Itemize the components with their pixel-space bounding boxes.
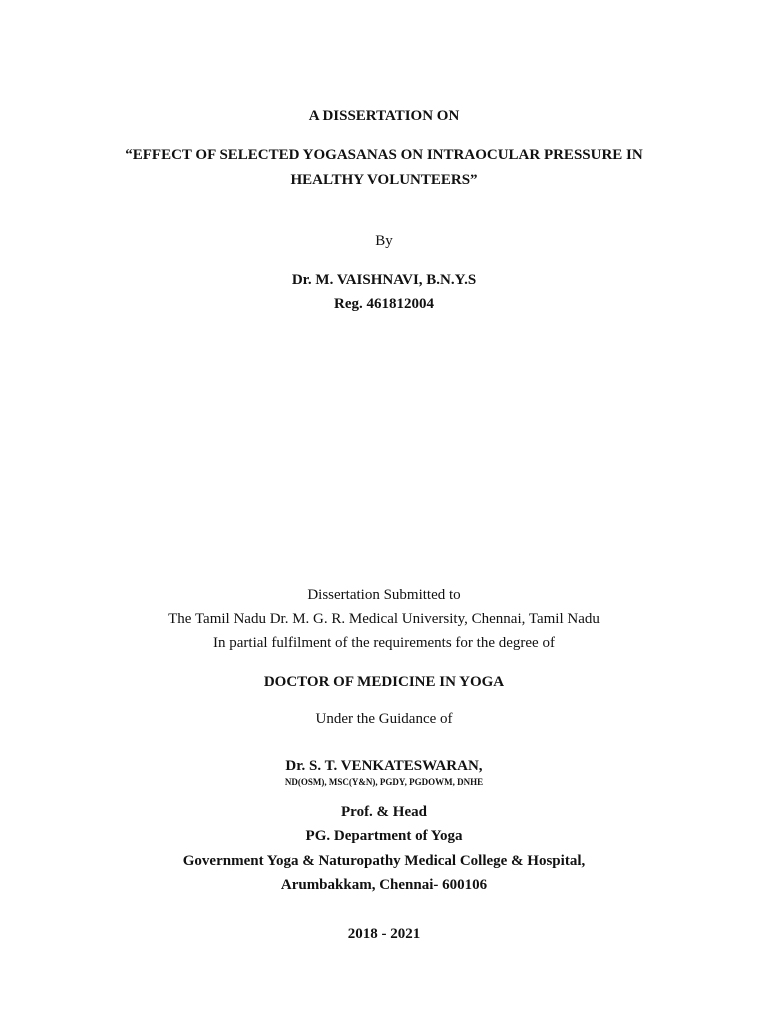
author-registration: Reg. 461812004 (334, 296, 434, 312)
submission-line-1: Dissertation Submitted to (307, 587, 461, 603)
submission-line-2: The Tamil Nadu Dr. M. G. R. Medical University, Chennai, Tamil Nadu (168, 611, 600, 627)
degree-name: DOCTOR OF MEDICINE IN YOGA (263, 674, 505, 690)
submission-line-3: In partial fulfilment of the requirements for the degree of (213, 635, 555, 651)
guide-name: Dr. S. T. VENKATESWARAN, (285, 758, 483, 774)
guide-qualifications: ND(OSM), MSC(Y&N), PGDY, PGDOWM, DNHE (284, 777, 484, 787)
title-line-2: HEALTHY VOLUNTEERS” (290, 172, 478, 188)
guide-institution: Government Yoga & Naturopathy Medical College & Hospital, (182, 853, 586, 869)
academic-years: 2018 - 2021 (347, 926, 421, 942)
guidance-label: Under the Guidance of (315, 711, 453, 727)
author-name: Dr. M. VAISHNAVI, B.N.Y.S (291, 272, 477, 288)
title-line-1: “EFFECT OF SELECTED YOGASANAS ON INTRAOCULAR PRESSURE IN (125, 147, 643, 163)
dissertation-heading: A DISSERTATION ON (308, 108, 460, 124)
guide-address: Arumbakkam, Chennai- 600106 (280, 877, 488, 893)
guide-department: PG. Department of Yoga (305, 828, 463, 844)
guide-designation: Prof. & Head (341, 804, 427, 820)
by-label: By (375, 233, 393, 249)
